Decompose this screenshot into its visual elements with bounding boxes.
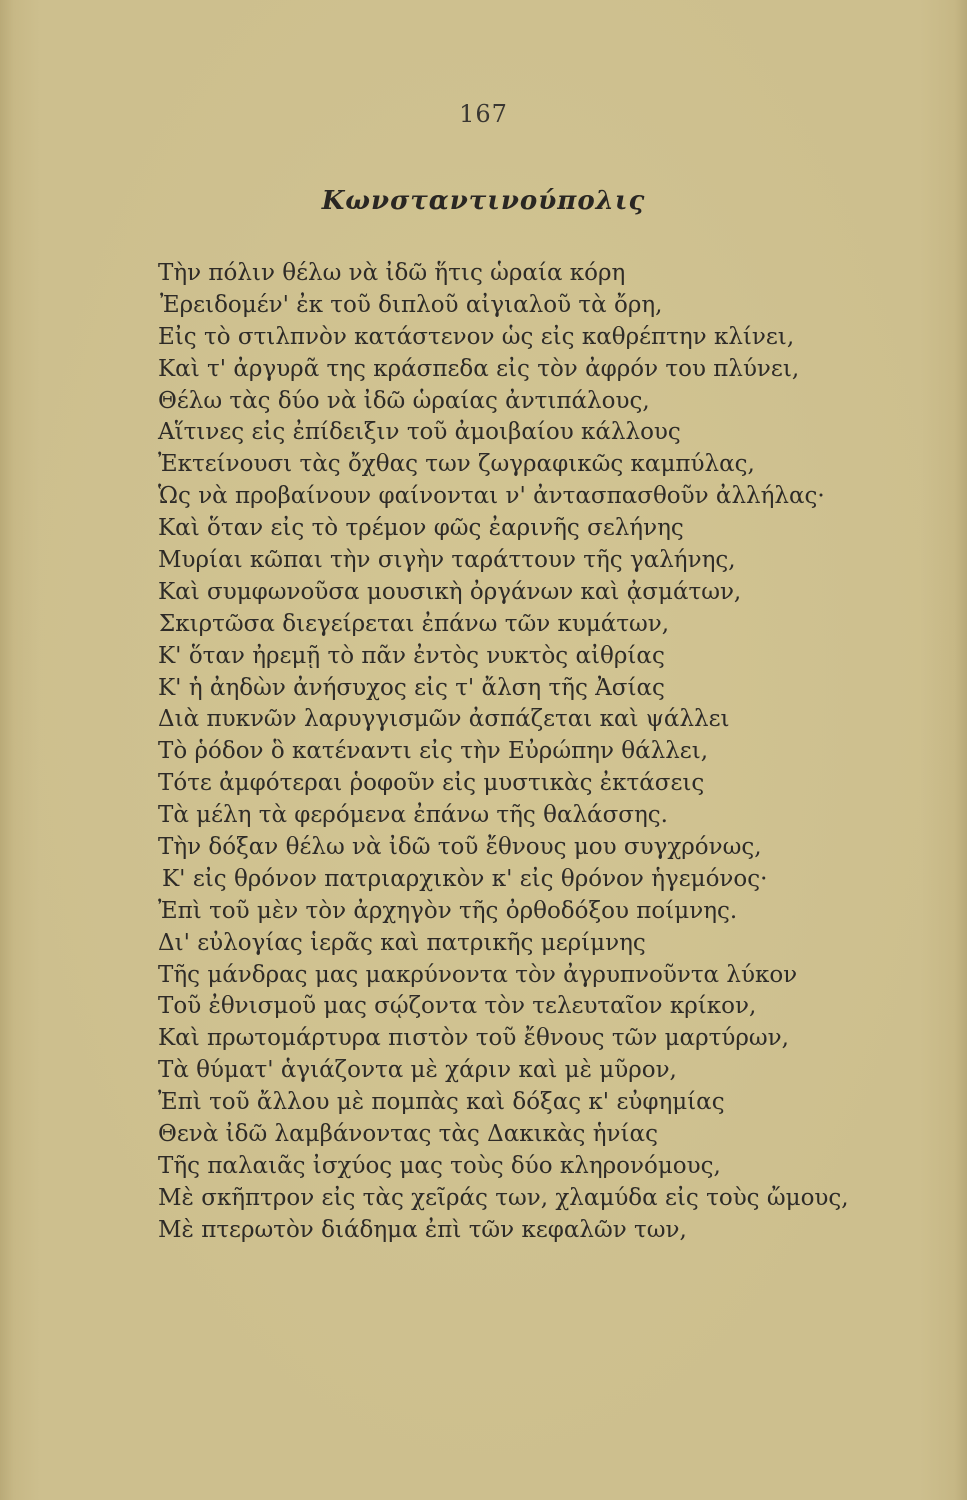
poem-line: Ἐπὶ τοῦ ἄλλου μὲ πομπὰς καὶ δόξας κ' εὐφημίας — [158, 1089, 725, 1116]
poem-line: Καὶ ὅταν εἰς τὸ τρέμον φῶς ἐαρινῆς σελήνης — [158, 515, 684, 542]
poem-title: Κωνσταντινούπολις — [321, 186, 646, 216]
poem-line: Τὰ θύματ' ἁγιάζοντα μὲ χάριν καὶ μὲ μῦρον, — [158, 1057, 677, 1084]
poem-line: Ἐκτείνουσι τὰς ὄχθας των ζωγραφικῶς καμπύλας, — [158, 451, 755, 478]
poem-line: Κ' ἡ ἀηδὼν ἀνήσυχος εἰς τ' ἄλση τῆς Ἀσίας — [158, 674, 665, 701]
poem-line: Διὰ πυκνῶν λαρυγγισμῶν ἀσπάζεται καὶ ψάλλει — [158, 706, 730, 733]
poem-line: Μυρίαι κῶπαι τὴν σιγὴν ταράττουν τῆς γαλήνης, — [158, 547, 736, 574]
poem-line: Δι' εὐλογίας ἱερᾶς καὶ πατρικῆς μερίμνης — [158, 929, 646, 956]
poem-line: Καὶ τ' ἀργυρᾶ της κράσπεδα εἰς τὸν ἀφρόν του πλύνει, — [158, 355, 800, 382]
poem-line: Θέλω τὰς δύο νὰ ἰδῶ ὡραίας ἀντιπάλους, — [158, 387, 650, 414]
poem-line: Αἵτινες εἰς ἐπίδειξιν τοῦ ἀμοιβαίου κάλλους — [158, 419, 681, 446]
poem-line: Κ' ὅταν ἠρεμῇ τὸ πᾶν ἐντὸς νυκτὸς αἰθρίας — [158, 642, 665, 669]
poem-line: Θενὰ ἰδῶ λαμβάνοντας τὰς Δακικὰς ἡνίας — [158, 1121, 658, 1148]
poem-line: Μὲ πτερωτὸν διάδημα ἐπὶ τῶν κεφαλῶν των, — [158, 1216, 687, 1243]
poem-line: Τῆς μάνδρας μας μακρύνοντα τὸν ἀγρυπνοῦντα λύκον — [158, 961, 798, 988]
poem-line: Τότε ἀμφότεραι ῥοφοῦν εἰς μυστικὰς ἐκτάσεις — [158, 770, 705, 797]
poem-line: Ἐρειδομέν' ἐκ τοῦ διπλοῦ αἰγιαλοῦ τὰ ὄρη, — [160, 291, 663, 318]
poem-line: Τὰ μέλη τὰ φερόμενα ἐπάνω τῆς θαλάσσης. — [158, 802, 668, 829]
poem-body — [158, 258, 898, 1247]
poem-line: Τὸ ῥόδον ὃ κατέναντι εἰς τὴν Εὐρώπην θάλλει, — [158, 738, 709, 765]
poem-line: Καὶ πρωτομάρτυρα πιστὸν τοῦ ἔθνους τῶν μαρτύρων, — [158, 1025, 789, 1052]
poem-line: Καὶ συμφωνοῦσα μουσικὴ ὀργάνων καὶ ᾀσμάτων, — [158, 578, 742, 605]
poem-line: Τοῦ ἐθνισμοῦ μας σῴζοντα τὸν τελευταῖον κρίκον, — [158, 993, 757, 1020]
poem-line: Τὴν πόλιν θέλω νὰ ἰδῶ ἥτις ὡραία κόρη — [158, 260, 626, 286]
poem-line: Σκιρτῶσα διεγείρεται ἐπάνω τῶν κυμάτων, — [159, 610, 670, 637]
poem-line: Τῆς παλαιᾶς ἰσχύος μας τοὺς δύο κληρονόμους, — [158, 1152, 721, 1179]
poem-line: Μὲ σκῆπτρον εἰς τὰς χεῖράς των, χλαμύδα εἰς τοὺς ὤμους, — [158, 1184, 849, 1211]
poem-line: Ὡς νὰ προβαίνουν φαίνονται ν' ἀντασπασθοῦν ἀλλήλας· — [158, 483, 825, 510]
poem-line: Εἰς τὸ στιλπνὸν κατάστενον ὡς εἰς καθρέπτην κλίνει, — [158, 323, 795, 350]
page-number: 167 — [459, 100, 508, 128]
poem-line: Ἐπὶ τοῦ μὲν τὸν ἀρχηγὸν τῆς ὀρθοδόξου ποίμνης. — [158, 897, 738, 924]
poem-line: Κ' εἰς θρόνον πατριαρχικὸν κ' εἰς θρόνον ἡγεμόνος· — [162, 865, 768, 892]
poem-line: Τὴν δόξαν θέλω νὰ ἰδῶ τοῦ ἔθνους μου συγχρόνως, — [158, 834, 762, 861]
